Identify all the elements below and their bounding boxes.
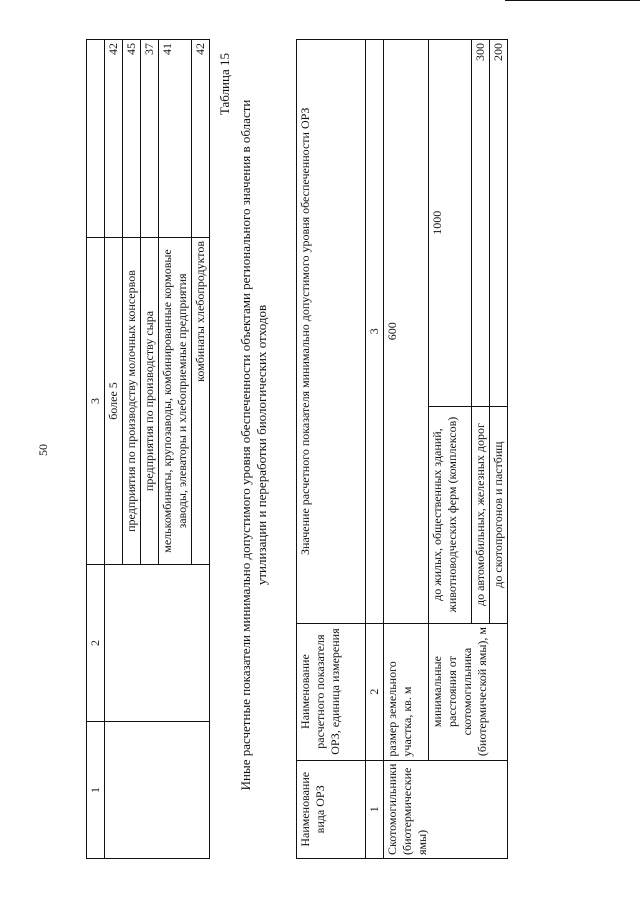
row-value: 42 <box>192 40 210 238</box>
header-indicator: Наименование расчетного показателя ОРЗ, единица измерения <box>297 623 366 760</box>
subrow-value: 200 <box>490 40 508 407</box>
header-cell: 1 <box>87 722 105 859</box>
row-value: 42 <box>105 40 123 238</box>
indicator-cell: размер земельного участка, кв. м <box>384 623 429 760</box>
table-header-row <box>87 40 105 859</box>
row-value: 37 <box>141 40 159 238</box>
subrow-text: до скотопрогонов и пастбищ <box>490 406 508 623</box>
table-header-row <box>297 40 366 859</box>
continued-table <box>86 39 210 859</box>
row-text: предприятия по производству сыра <box>141 238 159 565</box>
subrow-value: 1000 <box>429 40 472 407</box>
object-name: Скотомогильники (биотермические ямы) <box>384 760 508 858</box>
number-cell: 2 <box>366 623 384 760</box>
table-label: Таблица 15 <box>217 53 232 116</box>
row-text: комбинаты хлебопродуктов <box>192 238 210 565</box>
row-text: мелькомбинаты, крупозаводы, комбинированные кормовые заводы, элеваторы и хлебоприемные предприятия <box>159 238 192 565</box>
row-text: более 5 <box>105 238 123 565</box>
indicator-cell: минимальные расстояния от скотомогильника (биотермической ямы), м <box>429 623 508 760</box>
table-row <box>429 40 472 859</box>
header-object-type: Наименование вида ОРЗ <box>297 760 366 858</box>
table-15 <box>296 39 508 859</box>
table-number-row <box>366 40 384 859</box>
subrow-text: до жилых, общественных зданий, животноводческих ферм (комплексов) <box>429 406 472 623</box>
header-cell: 3 <box>87 238 105 565</box>
table-title: Иные расчетные показатели минимально допустимого уровня обеспеченности объектами регионального значения в области утилизации и переработки биологических отходов <box>238 99 270 791</box>
page-number: 50 <box>36 444 50 456</box>
subrow-value: 300 <box>472 40 490 407</box>
header-cell: 2 <box>87 565 105 722</box>
value-cell: 600 <box>384 40 429 624</box>
row-value: 41 <box>159 40 192 238</box>
empty-cell <box>105 722 210 859</box>
row-value: 45 <box>123 40 141 238</box>
header-value: Значение расчетного показателя минимально допустимого уровня обеспеченности ОРЗ <box>297 40 366 624</box>
header-cell <box>87 40 105 238</box>
number-cell: 3 <box>366 40 384 624</box>
table-row <box>384 40 429 859</box>
empty-cell <box>105 565 210 722</box>
number-cell: 1 <box>366 760 384 858</box>
subrow-text: до автомобильных, железных дорог <box>472 406 490 623</box>
table-row <box>105 40 123 859</box>
row-text: предприятия по производству молочных консервов <box>123 238 141 565</box>
